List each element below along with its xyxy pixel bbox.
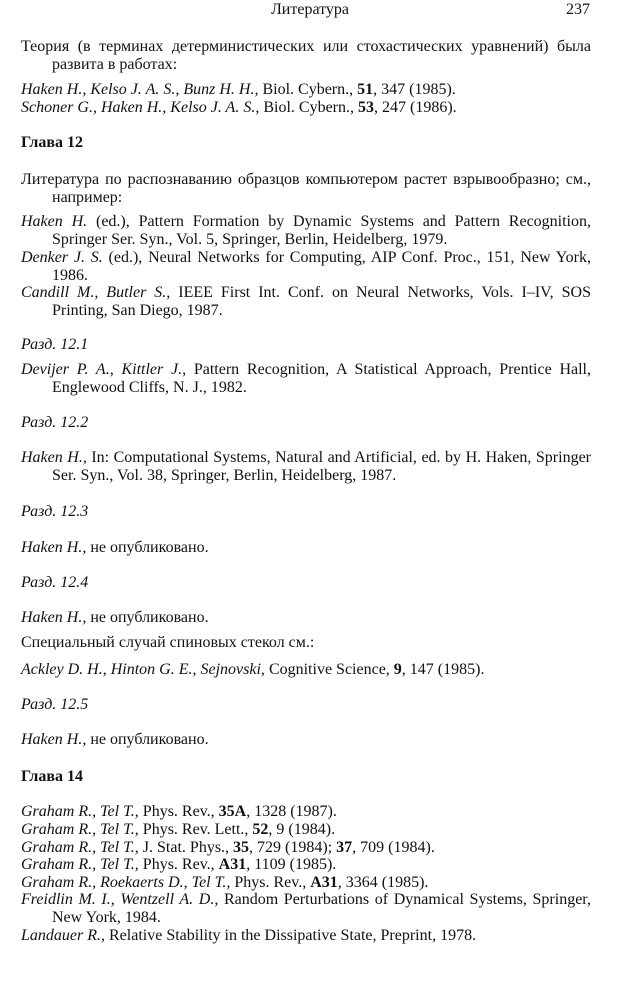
volume-number: 37: [336, 839, 353, 856]
text-segment: Biol. Cybern.,: [259, 99, 358, 116]
authors: Graham R., Roekaerts D., Tel T.,: [21, 874, 231, 891]
text-segment: , 247 (1986).: [374, 99, 457, 116]
volume-number: 52: [252, 821, 269, 838]
authors: Candill M., Butler S.,: [21, 284, 171, 301]
volume-number: 35A: [218, 803, 247, 820]
authors: Haken H.,: [21, 609, 87, 626]
authors: Schoner G., Haken H., Kelso J. A. S.,: [21, 99, 260, 116]
reference-entry: [21, 874, 591, 892]
text-segment: Pattern Recognition, A Statistical Approach, Prentice Hall, Englewood Cliffs, N. J., 1982.: [52, 361, 591, 396]
text-segment: , 1328 (1987).: [246, 803, 337, 820]
reference-entry: [21, 731, 591, 749]
text-segment: (ed.), Pattern Formation by Dynamic Systems and Pattern Recognition, Springer Ser. Syn., Vol. 5, Springer, Berlin, Heidelberg, 1979.: [52, 213, 592, 248]
text-segment: Phys. Rev.,: [138, 803, 219, 820]
reference-entry: [21, 839, 591, 857]
reference-entry: [21, 284, 591, 320]
text-segment: Теория (в терминах детерминистических или стохастических уравнений) была развита в работах:: [21, 38, 591, 73]
reference-entry: [21, 803, 591, 821]
text-segment: Relative Stability in the Dissipative State, Preprint, 1978.: [105, 927, 477, 944]
text-segment: не опубликовано.: [86, 539, 209, 556]
reference-entry: [21, 609, 591, 627]
paragraph: [21, 38, 591, 74]
section-label: [21, 503, 591, 521]
reference-entry: [21, 856, 591, 874]
text-segment: IEEE First Int. Conf. on Neural Networks, Vols. I–IV, SOS Printing, San Diego, 1987.: [52, 284, 591, 319]
authors: Ackley D. H., Hinton G. E., Sejnovski,: [21, 661, 265, 678]
authors: Devijer P. A., Kittler J.,: [21, 361, 187, 378]
section-label: [21, 336, 591, 354]
authors: Haken H.: [21, 213, 88, 230]
text-segment: Phys. Rev.,: [230, 874, 311, 891]
volume-number: 51: [357, 81, 374, 98]
authors: Graham R., Tel T.,: [21, 821, 139, 838]
text-segment: Phys. Rev. Lett.,: [138, 821, 253, 838]
text-segment: Разд. 12.5: [21, 696, 89, 713]
volume-number: 35: [233, 839, 250, 856]
text-segment: Специальный случай спиновых стекол см.:: [21, 634, 315, 651]
authors: Haken H., Kelso J. A. S., Bunz H. H.,: [21, 81, 259, 98]
text-segment: Biol. Cybern.,: [258, 81, 358, 98]
paragraph: [21, 171, 591, 207]
reference-entry: [21, 539, 591, 557]
authors: Haken H.,: [21, 449, 87, 466]
chapter-heading: [21, 134, 591, 152]
page-number: 237: [566, 1, 590, 18]
text-segment: J. Stat. Phys.,: [138, 839, 234, 856]
text-segment: , 729 (1984);: [249, 839, 337, 856]
text-segment: Разд. 12.4: [21, 574, 89, 591]
text-segment: Cognitive Science,: [264, 661, 394, 678]
reference-entry: [21, 821, 591, 839]
volume-number: A31: [218, 856, 247, 873]
authors: Graham R., Tel T.,: [21, 839, 139, 856]
authors: Haken H.,: [21, 539, 87, 556]
reference-entry: [21, 99, 591, 117]
volume-number: 53: [358, 99, 374, 116]
text-segment: не опубликовано.: [86, 731, 209, 748]
paragraph: [21, 634, 591, 652]
text-segment: , 9 (1984).: [268, 821, 336, 838]
reference-entry: [21, 213, 591, 249]
running-header-title: Литература: [270, 1, 350, 18]
text-segment: Разд. 12.2: [21, 414, 89, 431]
text-segment: Глава 14: [21, 768, 83, 785]
text-segment: Phys. Rev.,: [138, 856, 219, 873]
reference-entry: [21, 927, 591, 945]
volume-number: 9: [393, 661, 402, 678]
authors: Haken H.,: [21, 731, 87, 748]
section-label: [21, 696, 591, 714]
chapter-heading: [21, 768, 591, 786]
section-label: [21, 574, 591, 592]
reference-entry: [21, 661, 591, 679]
text-segment: , 3364 (1985).: [337, 874, 429, 891]
authors: Graham R., Tel T.,: [21, 856, 139, 873]
reference-entry: [21, 81, 591, 99]
text-segment: , 709 (1984).: [352, 839, 435, 856]
authors: Graham R., Tel T.,: [21, 803, 139, 820]
text-segment: Литература по распознаванию образцов компьютером растет взрывообразно; см., например:: [21, 171, 591, 206]
text-segment: Random Perturbations of Dynamical Systems, Springer, New York, 1984.: [52, 891, 591, 926]
text-segment: , 147 (1985).: [401, 661, 485, 678]
reference-entry: [21, 249, 591, 285]
volume-number: A31: [310, 874, 338, 891]
authors: Denker J. S.: [21, 249, 103, 266]
reference-entry: [21, 891, 591, 927]
text-segment: , 1109 (1985).: [246, 856, 337, 873]
text-segment: не опубликовано.: [86, 609, 209, 626]
text-segment: (ed.), Neural Networks for Computing, AIP Conf. Proc., 151, New York, 1986.: [52, 249, 591, 284]
reference-entry: [21, 449, 591, 485]
text-segment: Разд. 12.1: [21, 336, 89, 353]
text-segment: In: Computational Systems, Natural and Artificial, ed. by H. Haken, Springer Ser. Syn., Vol. 38, Springer, Berlin, Heidelberg, 1987.: [52, 449, 591, 484]
section-label: [21, 414, 591, 432]
reference-entry: [21, 361, 591, 397]
text-segment: , 347 (1985).: [373, 81, 456, 98]
authors: Freidlin M. I., Wentzell A. D.,: [21, 891, 219, 908]
text-segment: Глава 12: [21, 134, 83, 151]
authors: Landauer R.,: [21, 927, 105, 944]
text-segment: Разд. 12.3: [21, 503, 89, 520]
